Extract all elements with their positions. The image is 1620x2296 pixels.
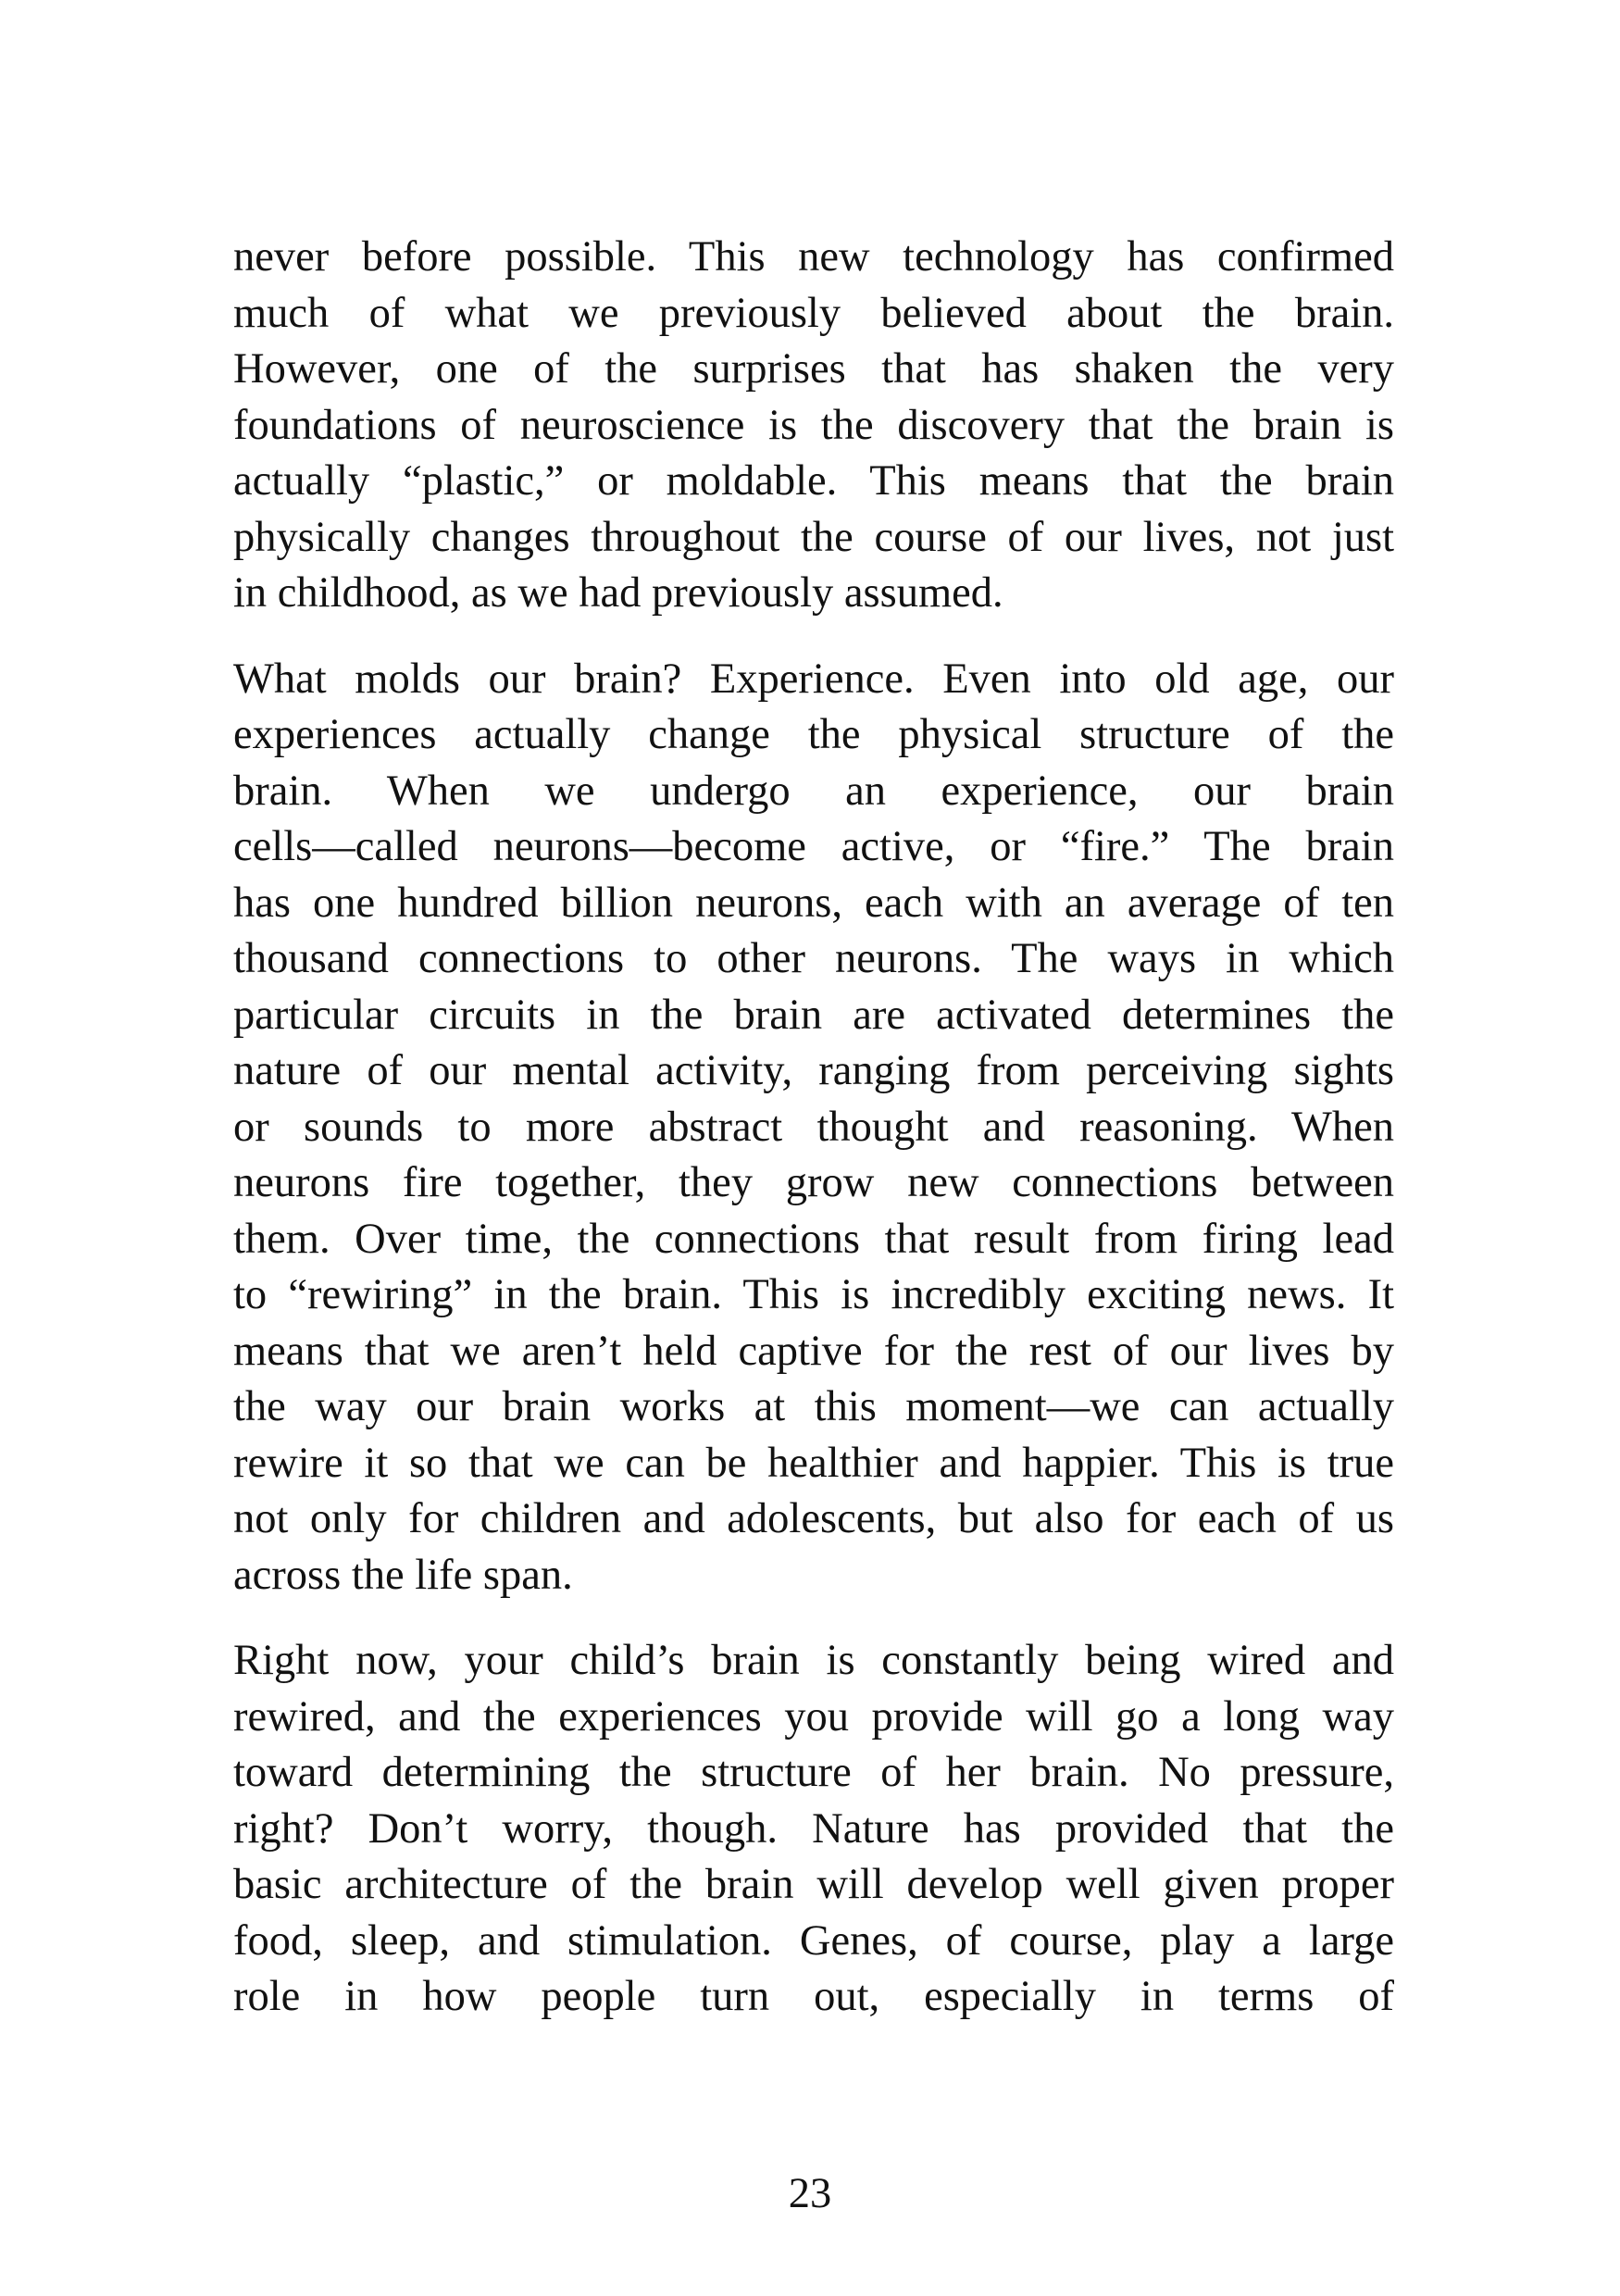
text-line: foundations of neuroscience is the discovery that the brain is: [233, 401, 1394, 449]
text-line: to “rewiring” in the brain. This is incredibly exciting news. It: [233, 1271, 1394, 1318]
text-line: role in how people turn out, especially in terms of: [233, 1973, 1394, 2020]
text-line: has one hundred billion neurons, each with an average of ten: [233, 879, 1394, 927]
paragraph-2: [233, 652, 1394, 1604]
body-text: [233, 230, 1394, 2055]
text-line: not only for children and adolescents, but also for each of us: [233, 1495, 1394, 1542]
text-line: experiences actually change the physical structure of the: [233, 711, 1394, 758]
text-line: actually “plastic,” or moldable. This means that the brain: [233, 457, 1394, 505]
paragraph-3: [233, 1633, 1394, 2026]
text-line: rewire it so that we can be healthier and happier. This is true: [233, 1439, 1394, 1487]
text-line: across the life span.: [233, 1551, 573, 1599]
text-line: However, one of the surprises that has shaken the very: [233, 345, 1394, 393]
text-line: never before possible. This new technology has confirmed: [233, 233, 1394, 281]
text-line: toward determining the structure of her brain. No pressure,: [233, 1749, 1394, 1796]
text-line: cells—called neurons—become active, or “fire.” The brain: [233, 823, 1394, 870]
text-line: rewired, and the experiences you provide will go a long way: [233, 1692, 1394, 1741]
text-line: What molds our brain? Experience. Even into old age, our: [233, 655, 1394, 703]
text-line: neurons fire together, they grow new connections between: [233, 1159, 1394, 1206]
text-line: the way our brain works at this moment—we can actually: [233, 1383, 1394, 1430]
text-line: basic architecture of the brain will develop well given proper: [233, 1861, 1394, 1908]
text-line: means that we aren’t held captive for the rest of our lives by: [233, 1327, 1394, 1375]
text-line: nature of our mental activity, ranging from perceiving sights: [233, 1047, 1394, 1094]
page-number: 23: [788, 2170, 832, 2217]
text-line: food, sleep, and stimulation. Genes, of course, play a large: [233, 1916, 1394, 1965]
paragraph-1: [233, 230, 1394, 622]
text-line: them. Over time, the connections that result from firing lead: [233, 1215, 1394, 1263]
text-line: in childhood, as we had previously assumed.: [233, 569, 1003, 617]
text-line: much of what we previously believed about the brain.: [233, 289, 1394, 337]
text-line: right? Don’t worry, though. Nature has provided that the: [233, 1804, 1394, 1853]
text-line: Right now, your child’s brain is constantly being wired and: [233, 1637, 1394, 1684]
text-line: brain. When we undergo an experience, our brain: [233, 767, 1394, 815]
text-line: particular circuits in the brain are activated determines the: [233, 991, 1394, 1039]
text-line: or sounds to more abstract thought and reasoning. When: [233, 1103, 1394, 1151]
text-line: physically changes throughout the course of our lives, not just: [233, 513, 1394, 561]
text-line: thousand connections to other neurons. The ways in which: [233, 935, 1394, 982]
